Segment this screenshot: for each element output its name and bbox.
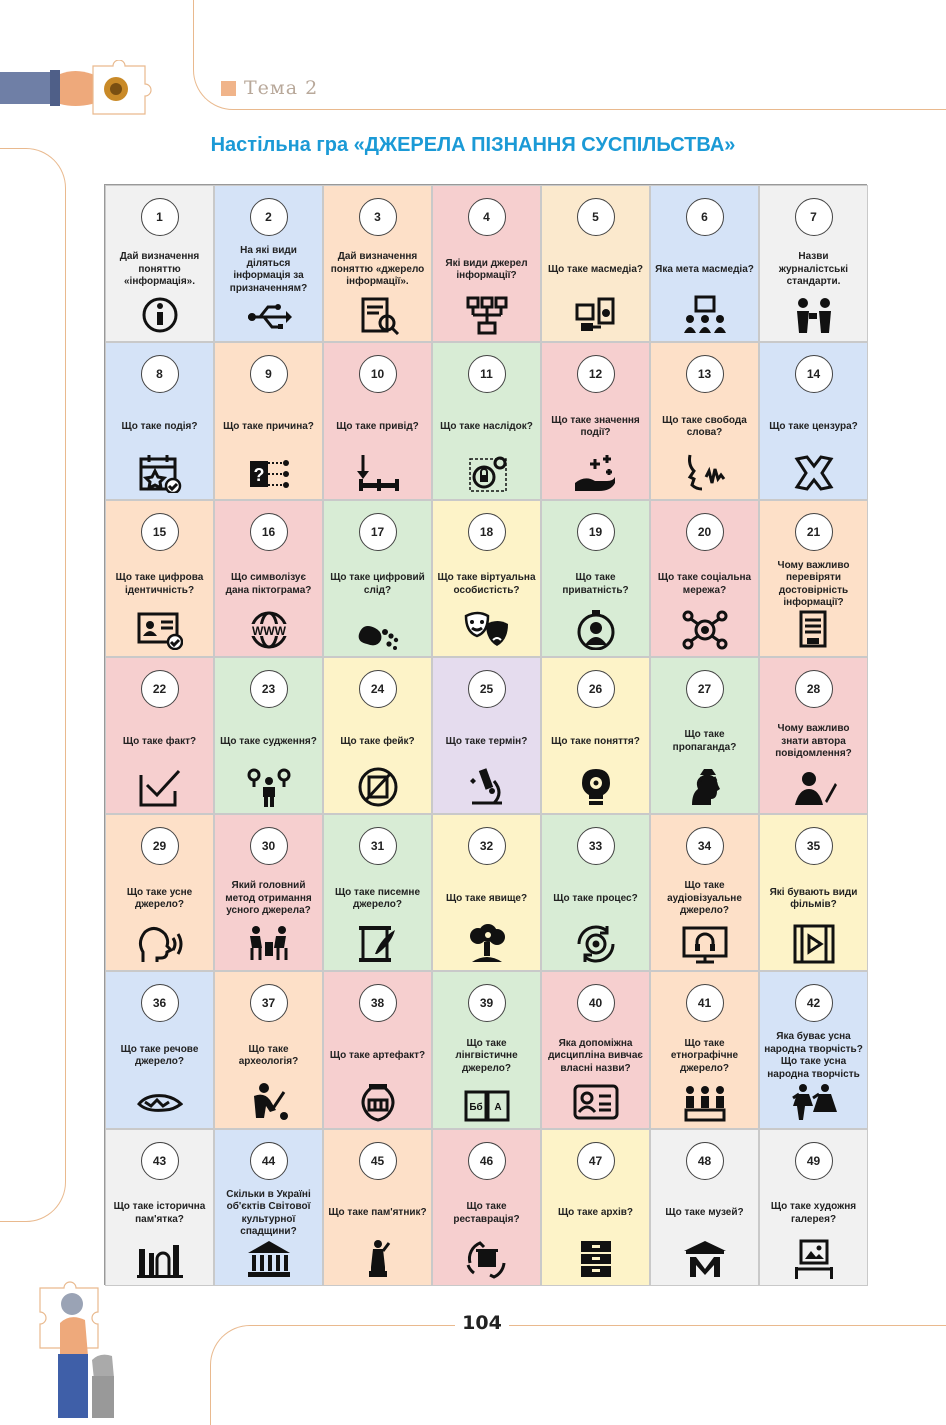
cross-icon xyxy=(791,453,837,493)
board-cell xyxy=(759,1129,868,1286)
hands-puzzle-illustration xyxy=(30,1268,130,1418)
scroll-quill-icon xyxy=(355,924,401,964)
board-cell xyxy=(214,1129,323,1286)
board-cell xyxy=(323,814,432,971)
page-title: Настільна гра «ДЖЕРЕЛА ПІЗНАННЯ СУСПІЛЬСТВА» xyxy=(210,134,736,156)
document-check-icon xyxy=(791,610,837,650)
board-cell xyxy=(759,185,868,342)
cell-number: 37 xyxy=(250,984,288,1022)
cell-question: Що таке процес? xyxy=(553,892,638,904)
board-cell xyxy=(759,971,868,1128)
network-icon xyxy=(464,295,510,335)
cell-question: Що таке пропаганда? xyxy=(672,729,737,753)
cell-number: 31 xyxy=(359,827,397,865)
board-cell xyxy=(432,500,541,657)
cell-number: 30 xyxy=(250,827,288,865)
cell-question: Що таке речове джерело? xyxy=(120,1043,199,1068)
board-cell xyxy=(323,971,432,1128)
board-cell xyxy=(105,971,214,1128)
cell-number: 2 xyxy=(250,198,288,236)
head-speaking-icon xyxy=(137,924,183,964)
cell-question: Що таке значення події? xyxy=(551,414,640,439)
cell-question: Що таке аудіовізуальне джерело? xyxy=(667,880,742,917)
cell-question: Що таке цифровий слід? xyxy=(330,572,425,596)
people-group-icon xyxy=(682,1082,728,1122)
cell-question: Що таке привід? xyxy=(336,421,419,433)
board-cell xyxy=(759,814,868,971)
id-card-check-icon xyxy=(137,610,183,650)
board-cell xyxy=(650,342,759,499)
cell-number: 27 xyxy=(686,670,724,708)
interview-icon xyxy=(246,924,292,964)
board-cell xyxy=(214,657,323,814)
cell-question: Яка допоміжна дисципліна вивчає власні назви? xyxy=(548,1037,643,1074)
cell-number: 7 xyxy=(795,198,833,236)
svg-text:?: ? xyxy=(253,464,264,485)
cell-number: 46 xyxy=(468,1142,506,1180)
cell-number: 1 xyxy=(141,198,179,236)
person-lock-icon xyxy=(573,610,619,650)
frame-bottom-line xyxy=(210,1325,946,1425)
cell-question: Що символізує дана піктограма? xyxy=(225,572,312,596)
cell-question: Що таке термін? xyxy=(445,735,528,747)
cell-question: Що таке реставрація? xyxy=(453,1201,520,1225)
board-cell xyxy=(541,185,650,342)
stone-artifact-icon xyxy=(137,1082,183,1122)
cell-question: Що таке соціальна мережа? xyxy=(657,572,752,596)
cell-question: Скільки в Україні об'єктів Світової культурної спадщини? xyxy=(226,1188,311,1238)
cell-question: Дай визначення поняттю «інформація». xyxy=(119,251,200,288)
cell-number: 43 xyxy=(141,1142,179,1180)
cell-number: 8 xyxy=(141,355,179,393)
museum-m-icon xyxy=(682,1239,728,1279)
cell-number: 41 xyxy=(686,984,724,1022)
cell-question: Що таке масмедіа? xyxy=(547,263,644,275)
frame-left-line xyxy=(0,148,66,1222)
cell-question: Що таке пам'ятник? xyxy=(328,1207,427,1219)
explosion-icon xyxy=(464,924,510,964)
scroll-search-icon xyxy=(355,295,401,335)
cell-number: 20 xyxy=(686,513,724,551)
board-cell xyxy=(759,657,868,814)
board-cell xyxy=(650,657,759,814)
board-cell xyxy=(214,185,323,342)
gear-cycle-icon xyxy=(573,924,619,964)
checkbox-icon xyxy=(137,767,183,807)
cell-number: 21 xyxy=(795,513,833,551)
board-cell xyxy=(432,657,541,814)
cell-question: Що таке цифрова ідентичність? xyxy=(115,572,204,596)
page-number: 104 xyxy=(455,1312,509,1334)
cell-question: Що таке лінгвістичне джерело? xyxy=(455,1037,518,1074)
cell-number: 45 xyxy=(359,1142,397,1180)
board-cell xyxy=(432,971,541,1128)
svg-text:A: A xyxy=(493,1101,502,1113)
monitor-headphones-icon xyxy=(682,924,728,964)
media-devices-icon xyxy=(573,295,619,335)
cell-question: Які види джерел інформації? xyxy=(445,257,528,281)
calendar-star-icon xyxy=(137,453,183,493)
cell-question: Що таке археологія? xyxy=(238,1043,299,1068)
cell-number: 49 xyxy=(795,1142,833,1180)
film-play-icon xyxy=(791,924,837,964)
cell-question: Що таке історична пам'ятка? xyxy=(113,1201,206,1225)
cell-number: 25 xyxy=(468,670,506,708)
board-cell xyxy=(323,1129,432,1286)
cell-question: Що таке приватність? xyxy=(562,572,629,596)
cell-question: Що таке художня галерея? xyxy=(770,1201,857,1225)
board-cell xyxy=(323,500,432,657)
cell-question: Що таке факт? xyxy=(122,735,197,747)
topic-label xyxy=(221,77,318,99)
cell-number: 38 xyxy=(359,984,397,1022)
cell-question: Що таке архів? xyxy=(557,1207,633,1219)
audience-icon xyxy=(682,295,728,335)
cell-number: 5 xyxy=(577,198,615,236)
cell-question: Що таке етнографічне джерело? xyxy=(670,1037,739,1074)
fake-news-icon xyxy=(355,767,401,807)
cell-question: Чому важливо знати автора повідомлення? xyxy=(775,723,852,760)
cell-number: 11 xyxy=(468,355,506,393)
folk-dancers-icon xyxy=(791,1082,837,1122)
board-cell xyxy=(214,342,323,499)
restoration-icon xyxy=(464,1239,510,1279)
cell-number: 9 xyxy=(250,355,288,393)
cell-number: 23 xyxy=(250,670,288,708)
cell-question: Назви журналістські стандарти. xyxy=(778,251,849,288)
cell-number: 48 xyxy=(686,1142,724,1180)
cell-number: 26 xyxy=(577,670,615,708)
cell-question: Що таке судження? xyxy=(220,735,317,747)
cell-number: 14 xyxy=(795,355,833,393)
author-writing-icon xyxy=(791,767,837,807)
cell-question: Що таке цензура? xyxy=(769,421,858,433)
footprint-icon xyxy=(355,610,401,650)
social-network-icon xyxy=(682,610,728,650)
arm-puzzle-illustration xyxy=(0,60,170,120)
hand-plus-icon xyxy=(573,453,619,493)
speaking-face-icon xyxy=(682,453,728,493)
board-cell xyxy=(105,657,214,814)
board-cell xyxy=(650,185,759,342)
cell-question: Що таке фейк? xyxy=(340,735,415,747)
cell-number: 28 xyxy=(795,670,833,708)
cell-question: Що таке поняття? xyxy=(551,735,640,747)
cell-question: Дай визначення поняттю «джерело інформації». xyxy=(330,251,425,288)
board-cell xyxy=(650,971,759,1128)
board-cell xyxy=(759,500,868,657)
board-cell xyxy=(214,971,323,1128)
board-cell xyxy=(105,500,214,657)
amphora-icon xyxy=(355,1082,401,1122)
cell-question: Що таке свобода слова? xyxy=(662,414,747,439)
cell-number: 35 xyxy=(795,827,833,865)
cell-number: 33 xyxy=(577,827,615,865)
board-cell xyxy=(650,500,759,657)
board-cell xyxy=(541,1129,650,1286)
board-cell xyxy=(105,185,214,342)
archaeologist-icon xyxy=(246,1082,292,1122)
head-shower-icon xyxy=(682,767,728,807)
statue-icon xyxy=(355,1239,401,1279)
gear-lock-icon xyxy=(464,453,510,493)
usb-icon xyxy=(246,295,292,335)
cell-question: На які види діляться інформація за призначенням? xyxy=(229,245,308,294)
cell-question: Що таке артефакт? xyxy=(329,1050,426,1062)
board-cell xyxy=(105,342,214,499)
cell-question: Чому важливо перевіряти достовірність інформації? xyxy=(777,559,850,609)
info-icon xyxy=(137,295,183,335)
cell-number: 34 xyxy=(686,827,724,865)
cell-question: Що таке причина? xyxy=(223,421,314,433)
svg-text:WWW: WWW xyxy=(251,623,286,638)
board-cell xyxy=(214,500,323,657)
lightbulb-gear-icon xyxy=(573,767,619,807)
cell-number: 3 xyxy=(359,198,397,236)
cell-number: 40 xyxy=(577,984,615,1022)
board-cell xyxy=(541,657,650,814)
www-globe-icon xyxy=(246,610,292,650)
cell-number: 17 xyxy=(359,513,397,551)
board-cell xyxy=(105,1129,214,1286)
cell-number: 13 xyxy=(686,355,724,393)
topic-text: Тема 2 xyxy=(244,77,319,99)
board-cell xyxy=(650,814,759,971)
board-cell xyxy=(432,1129,541,1286)
board-cell xyxy=(541,814,650,971)
board-cell xyxy=(432,342,541,499)
cell-question: Що таке наслідок? xyxy=(440,421,533,433)
cell-question: Що таке явище? xyxy=(445,892,528,904)
board-cell xyxy=(650,1129,759,1286)
cell-question: Яка мета масмедіа? xyxy=(655,263,754,275)
cell-question: Що таке писемне джерело? xyxy=(334,886,421,911)
cell-number: 22 xyxy=(141,670,179,708)
board-cell xyxy=(541,342,650,499)
cell-number: 44 xyxy=(250,1142,288,1180)
book-letters-icon xyxy=(464,1082,510,1122)
microscope-icon xyxy=(464,767,510,807)
game-board xyxy=(104,184,867,1285)
board-cell xyxy=(432,814,541,971)
topic-marker xyxy=(221,81,236,96)
board-cell xyxy=(214,814,323,971)
board-cell xyxy=(323,657,432,814)
cell-question: Що таке музей? xyxy=(665,1207,744,1219)
cell-number: 36 xyxy=(141,984,179,1022)
board-cell xyxy=(541,500,650,657)
cell-question: Що таке віртуальна особистість? xyxy=(437,572,536,596)
cell-number: 16 xyxy=(250,513,288,551)
theatre-masks-icon xyxy=(464,610,510,650)
cell-number: 47 xyxy=(577,1142,615,1180)
board-cell xyxy=(432,185,541,342)
board-cell xyxy=(105,814,214,971)
name-card-icon xyxy=(573,1082,619,1122)
cell-number: 24 xyxy=(359,670,397,708)
cell-question: Які бувають види фільмів? xyxy=(769,886,858,911)
svg-text:Бб: Бб xyxy=(468,1101,483,1113)
cell-number: 6 xyxy=(686,198,724,236)
cell-number: 39 xyxy=(468,984,506,1022)
board-cell xyxy=(541,971,650,1128)
cell-number: 29 xyxy=(141,827,179,865)
board-cell xyxy=(323,185,432,342)
cell-number: 19 xyxy=(577,513,615,551)
cell-number: 12 xyxy=(577,355,615,393)
cell-number: 4 xyxy=(468,198,506,236)
cell-number: 32 xyxy=(468,827,506,865)
arrow-down-bar-icon xyxy=(355,453,401,493)
cell-number: 42 xyxy=(795,984,833,1022)
cell-number: 18 xyxy=(468,513,506,551)
cell-number: 15 xyxy=(141,513,179,551)
ruins-icon xyxy=(137,1239,183,1279)
file-cabinet-icon xyxy=(573,1239,619,1279)
cell-question: Що таке усне джерело? xyxy=(126,886,193,911)
person-opinion-icon xyxy=(246,767,292,807)
gallery-picture-icon xyxy=(791,1239,837,1279)
board-cell xyxy=(323,342,432,499)
cell-question: Що таке подія? xyxy=(121,421,198,433)
board-cell xyxy=(759,342,868,499)
museum-building-icon xyxy=(246,1239,292,1279)
question-arrows-icon xyxy=(246,453,292,493)
journalists-icon xyxy=(791,295,837,335)
cell-number: 10 xyxy=(359,355,397,393)
cell-question: Яка буває усна народна творчість? Що таке усна народна творчість xyxy=(764,1031,863,1080)
cell-question: Який головний метод отримання усного джерела? xyxy=(225,880,312,917)
